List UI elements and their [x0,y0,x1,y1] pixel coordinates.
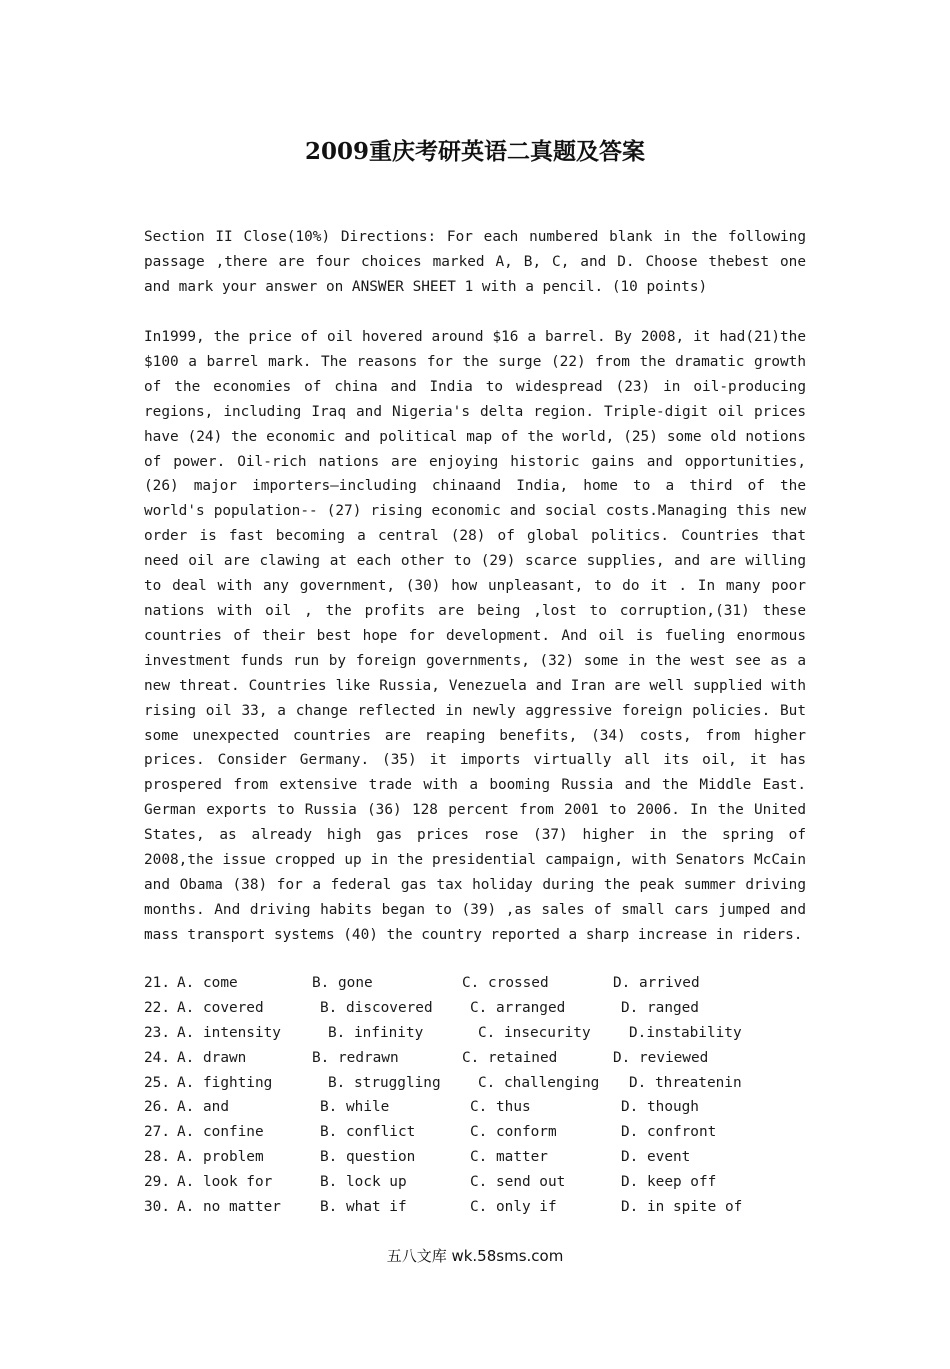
question-number: 29. [144,1174,170,1191]
option-a: A. confine [177,1124,264,1141]
option-c: C. crossed [462,975,549,991]
option-b: B. what if [320,1199,407,1216]
option-d: D. arrived [613,975,700,991]
option-d: D. confront [621,1124,717,1141]
option-row [144,971,806,996]
option-d: D. reviewed [613,1049,709,1066]
option-b: B. redrawn [312,1049,399,1066]
option-d: D. ranged [621,999,699,1016]
option-c: C. retained [462,1049,558,1066]
option-row [144,1120,806,1145]
option-a: A. problem [177,1149,264,1166]
question-number: 26. [144,1099,170,1116]
question-number: 25. [144,1074,170,1091]
question-number: 27. [144,1124,170,1141]
option-row [144,1145,806,1170]
option-d: D. though [621,1099,699,1116]
option-a: A. and [177,1099,229,1116]
footer-watermark: 五八文库 wk.58sms.com [386,1247,564,1265]
question-number: 23. [144,1024,170,1041]
option-d: D. in spite of [621,1199,743,1216]
option-a: A. come [177,975,238,991]
option-row [144,1095,806,1120]
cloze-passage: In1999, the price of oil hovered around $16 a barrel. By 2008, it had(21)the $100 a barrel mark. The reasons for the surge (22) from the dramatic growth of the economies of china and India to widespread (23) in oil-producing regions, including Iraq and Nigeria's delta region. Triple-digit oil prices have (24) the economic and political map of the world, (25) some old notions of power. Oil-rich nations are enjoying historic gains and opportunities, (26) major importers—including chinaand India, home to a third of the world's population-- (27) rising economic and social costs.Managing this new order is fast becoming a central (28) of global politics. Countries that need oil are clawing at each other to (29) scarce supplies, and are willing to deal with any government, (30) how unpleasant, to do it . In many poor nations with oil , the profits are being ,lost to corruption,(31) these countries of their best hope for development. And oil is fueling enormous investment funds run by foreign governments, (32) some in the west see as a new threat. Countries like Russia, Venezuela and Iran are well supplied with rising oil 33, a change reflected in newly aggressive foreign policies. But some unexpected countries are reaping benefits, (34) costs, from higher prices. Consider Germany. (35) it imports virtually all its oil, it has prospered from extensive trade with a booming Russia and the Middle East. German exports to Russia (36) 128 percent from 2001 to 2006. In the United States, as already high gas prices rose (37) higher in the spring of 2008,the issue cropped up in the presidential campaign, with Senators McCain and Obama (38) for a federal gas tax holiday during the peak summer driving months. And driving habits began to (39) ,as sales of small cars jumped and mass transport systems (40) the country reported a sharp increase in riders. [144,329,806,943]
option-row [144,996,806,1021]
answer-options-list [144,971,806,1220]
section-directions: Section II Close(10%) Directions: For each numbered blank in the following passage ,there are four choices marked A, B, C, and D. Choose thebest one and mark your answer on ANSWER SHEET 1 with a pencil. (10 points) [144,229,806,295]
option-d: D. threatenin [629,1074,742,1091]
option-a: A. look for [177,1174,273,1191]
option-c: C. thus [470,1099,531,1116]
question-number: 21. [144,975,170,991]
option-b: B. lock up [320,1174,407,1191]
option-c: C. insecurity [478,1024,591,1041]
option-b: B. while [320,1099,390,1116]
option-c: C. send out [470,1174,566,1191]
option-c: C. arranged [470,999,566,1016]
option-a: A. intensity [177,1024,281,1041]
option-row [144,1021,806,1046]
option-row [144,1170,806,1195]
option-c: C. only if [470,1199,557,1216]
option-b: B. question [320,1149,416,1166]
option-c: C. matter [470,1149,548,1166]
option-a: A. fighting [177,1074,273,1091]
option-d: D. keep off [621,1174,717,1191]
option-b: B. discovered [320,999,433,1016]
option-b: B. struggling [328,1074,441,1091]
option-row [144,1046,806,1071]
option-b: B. infinity [328,1024,424,1041]
option-c: C. conform [470,1124,557,1141]
question-number: 22. [144,999,170,1016]
option-a: A. no matter [177,1199,281,1216]
option-b: B. gone [312,975,373,991]
option-a: A. drawn [177,1049,247,1066]
question-number: 30. [144,1199,170,1216]
option-row [144,1195,806,1220]
option-b: B. conflict [320,1124,416,1141]
page-title: 2009重庆考研英语二真题及答案 [304,138,645,165]
option-a: A. covered [177,999,264,1016]
question-number: 24. [144,1049,170,1066]
option-d: D. event [621,1149,691,1166]
option-d: D.instability [629,1024,742,1041]
option-row [144,1071,806,1096]
option-c: C. challenging [478,1074,600,1091]
question-number: 28. [144,1149,170,1166]
